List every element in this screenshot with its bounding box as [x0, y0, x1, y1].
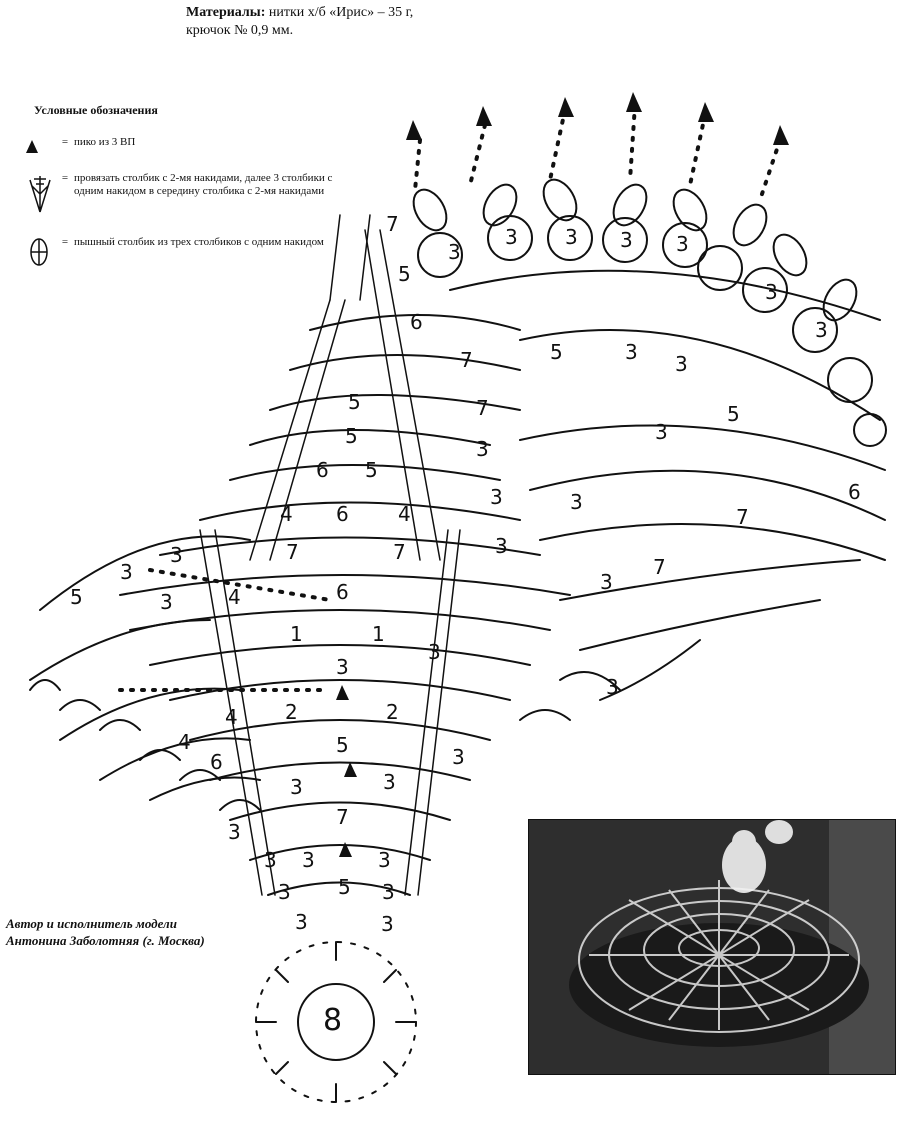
materials-text: нитки х/б «Ирис» – 35 г, — [268, 5, 414, 20]
row-label: 3 — [381, 912, 394, 936]
row-label: 5 — [550, 340, 563, 364]
row-label: 2 — [386, 700, 399, 724]
row-label: 3 — [170, 543, 183, 567]
row-label: 5 — [70, 585, 83, 609]
row-label: 3 — [228, 820, 241, 844]
row-label: 3 — [448, 240, 461, 264]
row-label: 3 — [505, 225, 518, 249]
row-label: 3 — [476, 437, 489, 461]
author-line-1: Автор и исполнитель модели — [6, 916, 177, 931]
row-label: 4 — [228, 585, 241, 609]
puff-circles — [418, 216, 886, 446]
row-label: 3 — [815, 318, 828, 342]
hook-text: крючок № 0,9 мм. — [186, 23, 294, 38]
row-label: 5 — [398, 262, 411, 286]
row-label: 5 — [336, 733, 349, 757]
row-label: 3 — [765, 280, 778, 304]
row-label: 3 — [278, 880, 291, 904]
legend-eq: = — [61, 136, 69, 148]
row-label: 4 — [178, 730, 191, 754]
row-label: 6 — [336, 502, 349, 526]
row-label: 3 — [264, 848, 277, 872]
picot-triangles — [336, 92, 789, 857]
row-label: 3 — [428, 640, 441, 664]
row-label: 6 — [410, 310, 423, 334]
scallops — [30, 672, 620, 810]
row-label: 3 — [600, 570, 613, 594]
legend-eq: = — [61, 172, 69, 184]
doily-photo — [528, 819, 896, 1075]
row-label: 3 — [606, 675, 619, 699]
row-label: 5 — [727, 402, 740, 426]
row-label: 7 — [736, 505, 749, 529]
row-label: 1 — [372, 622, 385, 646]
row-label: 3 — [565, 225, 578, 249]
row-label: 1 — [290, 622, 303, 646]
row-label: 2 — [285, 700, 298, 724]
row-label: 6 — [848, 480, 861, 504]
materials-label: Материалы: — [186, 5, 266, 20]
row-label: 3 — [452, 745, 465, 769]
legend-title: Условные обозначения — [34, 103, 158, 117]
legend-text-puff: пышный столбик из трех столбиков с одним накидом — [74, 236, 324, 248]
row-label: 6 — [316, 458, 329, 482]
stem-arches — [120, 315, 570, 895]
center-count-label: 8 — [323, 1003, 343, 1038]
row-label: 6 — [210, 750, 223, 774]
row-label: 3 — [655, 420, 668, 444]
row-label: 3 — [378, 848, 391, 872]
row-label: 3 — [160, 590, 173, 614]
chain-dots — [120, 105, 780, 690]
row-label: 5 — [348, 390, 361, 414]
row-label: 3 — [495, 534, 508, 558]
row-label: 3 — [570, 490, 583, 514]
row-label: 7 — [460, 348, 473, 372]
legend-text-cluster: провязать столбик с 2-мя накидами, далее 3 столбики с одним накидом в середину столбика с 2-мя накидами — [74, 172, 333, 197]
author-block — [6, 915, 205, 949]
row-label: 3 — [676, 232, 689, 256]
row-label: 3 — [382, 880, 395, 904]
row-label: 5 — [338, 875, 351, 899]
legend-eq: = — [61, 236, 69, 248]
row-label: 7 — [286, 540, 299, 564]
row-label: 4 — [280, 502, 293, 526]
row-label: 5 — [365, 458, 378, 482]
row-label: 6 — [336, 580, 349, 604]
legend-text-picot: пико из 3 ВП — [74, 136, 136, 148]
row-label: 3 — [383, 770, 396, 794]
row-label: 3 — [295, 910, 308, 934]
doily-photo-icon — [529, 820, 895, 1074]
row-label: 3 — [336, 655, 349, 679]
row-label: 3 — [490, 485, 503, 509]
stitch-columns — [200, 215, 460, 895]
leaf-pairs — [407, 174, 863, 326]
row-label: 3 — [620, 228, 633, 252]
row-label: 3 — [120, 560, 133, 584]
author-line-2: Антонина Заболотняя (г. Москва) — [6, 933, 205, 948]
row-label: 7 — [393, 540, 406, 564]
row-label: 3 — [302, 848, 315, 872]
right-fan — [450, 271, 885, 700]
row-label: 7 — [476, 396, 489, 420]
left-fan — [30, 536, 260, 800]
row-label: 3 — [675, 352, 688, 376]
row-label: 7 — [653, 555, 666, 579]
row-label: 3 — [290, 775, 303, 799]
row-label: 5 — [345, 424, 358, 448]
row-label: 3 — [625, 340, 638, 364]
row-label: 4 — [225, 705, 238, 729]
row-label: 7 — [336, 805, 349, 829]
row-label: 4 — [398, 502, 411, 526]
row-label: 7 — [386, 212, 399, 236]
